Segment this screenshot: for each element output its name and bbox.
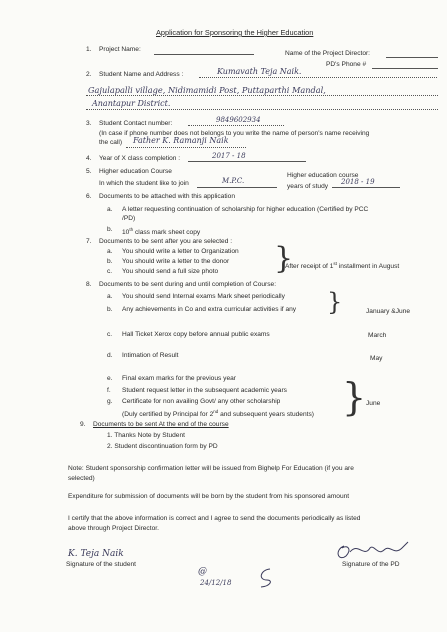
during-c-text: Hall Ticket Xerox copy before annual public exams <box>122 331 270 338</box>
after-a-marker: a. <box>107 248 113 255</box>
may-label: May <box>370 355 383 362</box>
field-6-number: 6. <box>86 193 92 200</box>
field-1-number: 1. <box>86 46 92 53</box>
pd-phone-label: PD's Phone # <box>326 61 367 68</box>
student-name-label: Student Name and Address : <box>99 71 184 78</box>
january-june-label: January &June <box>366 308 410 315</box>
field-2-number: 2. <box>86 71 92 78</box>
attach-b-marker: b. <box>107 226 113 233</box>
join-course-label: In which the student like to join <box>99 180 189 187</box>
course-years-label1: Higher education course <box>287 172 359 179</box>
after-selection-label: Documents to be sent after you are selected : <box>99 238 233 245</box>
during-efg-brace: } <box>342 375 367 419</box>
march-label: March <box>368 332 387 339</box>
june-label: June <box>366 400 381 407</box>
during-f-text: Student request letter in the subsequent academic years <box>122 387 287 394</box>
after-c-marker: c. <box>107 268 113 275</box>
attach-a-text: A letter requesting continuation of scholarship for higher education (Certified by PCC <box>122 206 369 213</box>
address-line-1 <box>86 95 438 96</box>
pd-signature-label: Signature of the PD <box>342 561 400 568</box>
during-a-marker: a. <box>107 293 113 300</box>
during-f-marker: f. <box>107 387 111 394</box>
attach-a-text-cont: /PD) <box>122 215 136 222</box>
years-of-study-value: 2018 - 19 <box>341 178 375 186</box>
field-3-number: 3. <box>86 120 92 127</box>
student-address-line2: Anantapur District. <box>92 99 171 108</box>
student-signature-label: Signature of the student <box>66 561 137 568</box>
during-course-label: Documents to be sent during and until completion of Course: <box>99 281 277 288</box>
contact-number-value: 9849602934 <box>216 116 261 124</box>
x-class-year-value: 2017 - 18 <box>212 152 246 160</box>
certification-line2: above through Project Director. <box>68 525 159 532</box>
attach-a-marker: a. <box>107 206 113 213</box>
note-line2: selected) <box>68 475 95 482</box>
attach-docs-label: Documents to be attached with this application <box>99 193 235 200</box>
course-line <box>197 187 277 188</box>
phone-note-line1: (In case if phone number does not belongs to you write the name of person's name receiving <box>99 130 370 137</box>
certification-line1: I certify that the above information is correct and I agree to send the documents periodically as listed <box>68 515 361 522</box>
during-ab-brace: } <box>327 288 343 316</box>
field-7-number: 7. <box>86 238 92 245</box>
during-g-marker: g. <box>107 398 113 405</box>
during-d-text: Intimation of Result <box>122 352 179 359</box>
student-address-line1: Gajulapalli village, Nidimamidi Post, Puttaparthi Mandal, <box>88 85 326 95</box>
during-e-marker: e. <box>107 375 113 382</box>
after-selection-brace: } <box>274 241 294 276</box>
x-class-year-line <box>188 161 306 162</box>
attach-b-text: 10th class mark sheet copy <box>122 227 201 237</box>
course-value: M.P.C. <box>222 177 245 185</box>
project-director-label: Name of the Project Director: <box>285 50 371 57</box>
after-b-marker: b. <box>107 258 113 265</box>
during-b-text: Any achievements in Co and extra curricular activities if any <box>122 306 297 313</box>
call-receiver-line <box>126 147 246 148</box>
student-name-line <box>199 77 437 78</box>
project-name-line <box>154 54 254 55</box>
center-signature-mark <box>255 566 275 590</box>
center-initials: @ <box>198 567 207 577</box>
pd-phone-line <box>372 68 438 69</box>
during-e-text: Final exam marks for the previous year <box>122 375 236 382</box>
student-name-value: Kumavath Teja Naik. <box>217 67 302 76</box>
x-class-year-label: Year of X class completion : <box>99 155 181 162</box>
field-8-number: 8. <box>86 281 92 288</box>
during-b-marker: b. <box>107 306 113 313</box>
after-a-text: You should write a letter to Organization <box>122 248 239 255</box>
field-4-number: 4. <box>86 155 92 162</box>
note-line1: Note: Student sponsorship confirmation letter will be issued from Bighelp For Education (if you are <box>68 465 354 472</box>
during-d-marker: d. <box>107 352 113 359</box>
course-years-label2: years of study <box>287 183 329 190</box>
end-item-2: 2. Student discontinuation form by PD <box>107 443 218 450</box>
center-date: 24/12/18 <box>200 579 232 587</box>
after-c-text: You should send a full size photo <box>122 268 219 275</box>
field-9-number: 9. <box>80 421 86 428</box>
field-5-number: 5. <box>86 168 92 175</box>
after-installment-note: After receipt of 1st installment in August <box>285 261 400 271</box>
during-g-text-cont: (Duly certified by Principal for 2nd and subsequent years students) <box>122 409 314 419</box>
during-a-text: You should send Internal exams Mark sheet periodically <box>122 293 285 300</box>
expenditure-statement: Expenditure for submission of documents will be born by the student from his sponsored amount <box>68 493 350 500</box>
contact-number-line <box>188 125 284 126</box>
years-of-study-line <box>332 187 400 188</box>
end-item-1: 1. Thanks Note by Student <box>107 432 185 439</box>
project-director-line <box>386 57 438 58</box>
project-name-label: Project Name: <box>99 46 141 53</box>
during-g-text: Certificate for non availing Govt/ any other scholarship <box>122 398 281 405</box>
student-signature: K. Teja Naik <box>68 549 124 559</box>
after-b-text: You should write a letter to the donor <box>122 258 230 265</box>
contact-number-label: Student Contact number: <box>99 120 173 127</box>
higher-course-label: Higher education Course <box>99 168 172 175</box>
during-c-marker: c. <box>107 331 113 338</box>
phone-note-line2: the call) <box>99 139 123 146</box>
form-title: Application for Sponsoring the Higher Education <box>156 28 314 37</box>
call-receiver-value: Father K. Ramanji Naik <box>133 136 229 145</box>
end-of-course-label: Documents to be sent At the end of the course <box>93 421 229 428</box>
address-line-2 <box>86 109 438 110</box>
